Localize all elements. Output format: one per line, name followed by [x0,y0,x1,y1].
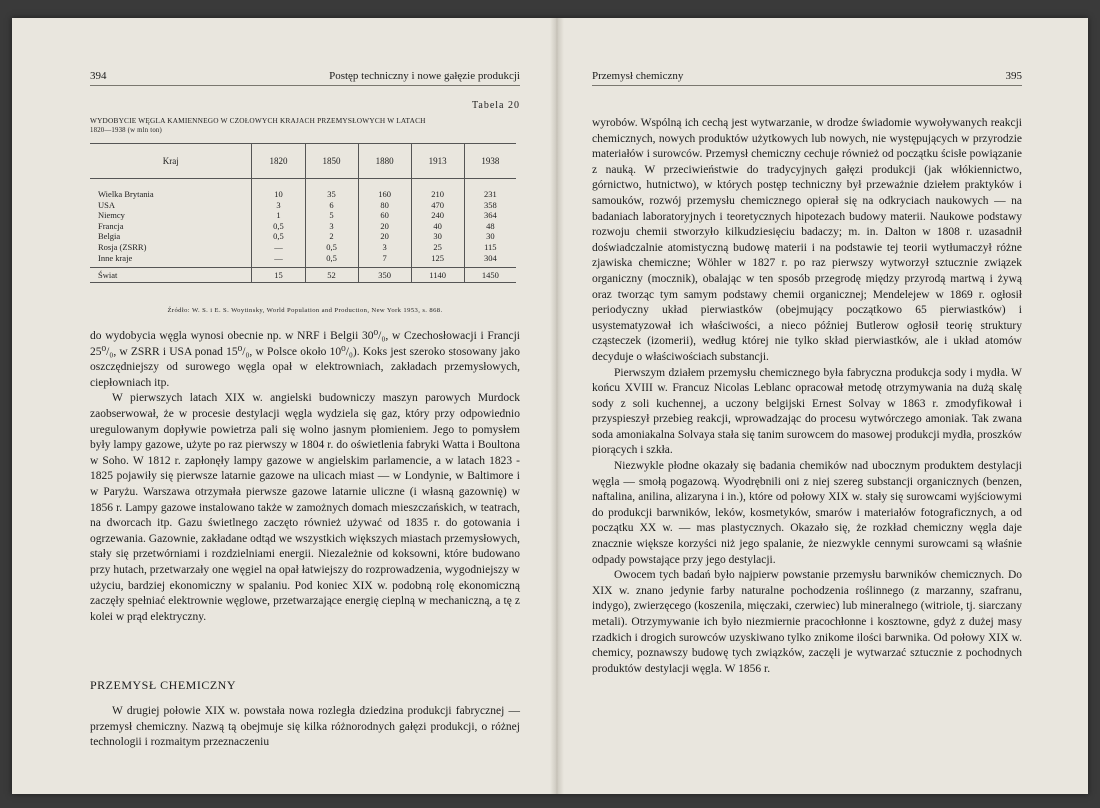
value-cell: 5 [305,210,358,221]
value-cell: 48 [464,221,516,232]
paragraph: wyrobów. Wspólną ich cechą jest wytwarzanie, w drodze świadomie wywoływanych reakcji chemicznych, nowych produktów użytkowych lub nowych, nie występujących w przyrodzie materiałów i surowców. Przemysł chemiczny cechuje również od początku ścisłe powiązanie z nauką. W przeciwieństwie do tradycyjnych gałęzi produkcji (jak włókiennictwo, górnictwo, hutnictwo), w których postęp techniczny był przeważnie dziełem praktyków i samouków, rozwój przemysłu chemicznego opierał się na odkryciach naukowych — na badaniach laboratoryjnych i teoretycznych hipotezach budowy materii. Naukowe podstawy rozwoju chemii stworzyło kilkudziesięciu badaczy; m. in. Dalton w 1808 r. uzasadnił doświadczalnie atomistyczną budowę materii i na podstawie tej teorii wytłumaczył różne zjawiska chemiczne; Wöhler w 1827 r. po raz pierwszy wytworzył sztucznie związek organiczny (mocznik), obalając w ten sposób przegrodę między przyrodą martwą i żywą oraz tworząc tym samym podstawy chemii organicznej; Mendelejew w 1869 r. ogłosił periodyczny układ pierwiastków (obejmujący początkowo 65 pierwiastków) i usystematyzował ich właściwości, a nieco później Butlerow ogłosił teorię struktury cząsteczek (izomerii), według której nie tylko skład pierwiastków, ale i układ atomów decyduje o właściwościach substancji. [592,117,1022,363]
left-text-top [90,329,520,625]
book-gutter [550,18,564,794]
book-spread [12,18,1088,794]
right-page-header [592,70,1022,84]
value-cell: 3 [305,221,358,232]
table-row [90,242,516,253]
value-cell: 231 [464,179,516,200]
table-total-row [90,268,516,283]
section-heading: PRZEMYSŁ CHEMICZNY [90,678,237,692]
total-label-cell: Świat [90,268,252,283]
paragraph: W pierwszych latach XIX w. angielski budowniczy maszyn parowych Murdock zaobserwował, że w procesie destylacji węgla wydziela się gaz, który przy odpowiednio uregulowanym dopływie powietrza pali się wolno jasnym płomieniem. Jego to pomysłem były lampy gazowe, użyte po raz pierwszy w 1804 r. do oświetlenia fabryki Watta i Boultona w Soho. W 1812 r. zapłonęły lampy gazowe w angielskim parlamencie, a w latach 1823 - 1825 pojawiły się pierwsze latarnie gazowe na ulicach miast — w Londynie, w Baltimore i w Paryżu. Warszawa otrzymała pierwsze gazowe latarnie uliczne (i własną gazownię) w 1856 r. Lampy gazowe instalowano także w zamożnych domach mieszczańskich, w teatrach, na dworcach itp. Gazu świetlnego zaczęto również używać od 1835 r. do gotowania i ogrzewania. Gazownie, zakładane odtąd we wszystkich większych miastach przemysłowych, stały się przetwórniami i rozdzielniami energii. Niezależnie od koksowni, które budowano przy hutach, przetwarzały one węgiel na opał łatwiejszy do rozprowadzenia, wygodniejszy w użyciu, bardziej ekonomiczny w spalaniu. Pod koniec XIX w. podobną rolę ekonomiczną zaczęły spełniać elektrownie węglowe, przetwarzające energię cieplną w mechaniczną, a tę z kolei w prąd elektryczny. [90,392,520,623]
table-source: Źródło: W. S. i E. S. Woytinsky, World Population and Production, New York 1953, s. 868. [167,307,443,314]
table-title-main: WYDOBYCIE WĘGLA KAMIENNEGO W CZOŁOWYCH KRAJACH PRZEMYSŁOWYCH W LATACH [90,116,426,125]
value-cell: 60 [358,210,411,221]
header-rule [90,85,520,86]
total-value-cell: 1140 [411,268,464,283]
country-cell: Rosja (ZSRR) [98,241,147,252]
paragraph: Pierwszym działem przemysłu chemicznego była fabryczna produkcja sody i mydła. W końcu XVIII w. Francuz Nicolas Leblanc opracował metodę otrzymywania na dużą skalę sody z soli kuchennej, a uczony belgijski Ernest Solvay w 1863 r. zmodyfikował i przyspieszył przebieg reakcji, wprowadzając do procesu wytwórczego amoniak. Tak zwana soda amoniakalna Solvaya stała się tanim surowcem do masowej produkcji mydła, proszków piorących i szkła. [592,366,1022,457]
country-cell: Inne kraje [98,252,133,263]
table-header: 1880 [358,144,411,179]
country-cell: Niemcy [98,210,125,221]
value-cell: 3 [252,200,305,211]
running-head: Przemysł chemiczny [592,70,684,82]
value-cell: 30 [464,231,516,242]
paragraph: do wydobycia węgla wynosi obecnie np. w NRF i Belgii 30⁰/₀, w Czechosłowacji i Francji 25⁰/₀, w ZSRR i USA ponad 15⁰/₀, w Polsce około 10⁰/₀). Koks jest szeroko stosowany jako oszczędniejszy od surowego węgla opał w elektrowniach, zakładach przemysłowych, ciepłowniach itp. [90,330,520,389]
table-row [90,221,516,232]
value-cell: 125 [411,253,464,264]
value-cell: 364 [464,210,516,221]
value-cell: — [252,242,305,253]
right-page [592,18,1022,794]
paragraph: Owocem tych badań było najpierw powstanie przemysłu barwników chemicznych. Do XIX w. znano jedynie farby naturalne pochodzenia roślinnego (z marzanny, szafranu, indygo), zwierzęcego (koszenila, mięczaki, czerwiec) lub mineralnego (witriole, tj. siarczany metali). Otrzymywanie ich było niezmiernie pracochłonne i kosztowne, gdyż z dużej masy rzadkich i drogich surowców uzyskiwano tylko znikome ilości barwnika. Od połowy XIX w. chemicy, poznawszy budowę tych związków, zaczęli je wytwarzać sztucznie z pochodnych produktów destylacji węgla. W 1856 r. [592,569,1022,675]
page-number: 394 [90,70,107,82]
value-cell: 0,5 [252,221,305,232]
table-body [90,179,516,283]
value-cell: 2 [305,231,358,242]
header-rule [592,85,1022,86]
value-cell: 10 [252,179,305,200]
value-cell: 210 [411,179,464,200]
table-title-sub: 1820—1938 (w mln ton) [90,127,162,134]
table-header: 1820 [252,144,305,179]
value-cell: 115 [464,242,516,253]
country-cell: Wielka Brytania [98,189,154,199]
table-row [90,179,516,200]
country-cell: Belgia [98,231,121,242]
country-cell: USA [98,199,116,210]
country-cell: Francja [98,220,124,231]
value-cell: 240 [411,210,464,221]
value-cell: 6 [305,200,358,211]
running-head: Postęp techniczny i nowe gałęzie produkcji [329,70,520,82]
table-row [90,231,516,242]
value-cell: 25 [411,242,464,253]
value-cell: 0,5 [252,231,305,242]
paragraph: W drugiej połowie XIX w. powstała nowa rozległa dziedzina produkcji fabrycznej — przemysł chemiczny. Nazwą tą obejmuje się kilka różnorodnych gałęzi produkcji, o różnej technologii i rozmaitym przeznaczeniu [90,705,520,749]
value-cell: 3 [358,242,411,253]
value-cell: 0,5 [305,253,358,264]
left-page [90,18,520,794]
total-value-cell: 15 [252,268,305,283]
table-label: Tabela 20 [471,100,520,111]
table-header: 1938 [464,144,516,179]
total-value-cell: 1450 [464,268,516,283]
value-cell: — [252,253,305,264]
value-cell: 7 [358,253,411,264]
coal-table [90,143,516,283]
paragraph: Niezwykle płodne okazały się badania chemików nad ubocznym produktem destylacji węgla — smołą pogazową. Wyodrębnili oni z niej szereg substancji organicznych (benzen, naftalina, anilina, alizaryna i in.), które od połowy XIX w. stały się surowcami wyjściowymi do produkcji barwników, leków, kosmetyków, smarów i materiałów fotograficznych, a od początku XX w. — mas plastycznych. Okazało się, że rozkład chemiczny węgla daje znacznie większe korzyści niż jego spalanie, że niezwykle cennymi surowcami są właśnie odpady powstające przy jego destylacji. [592,460,1022,566]
table-header: Kraj [90,144,252,179]
table-header: 1913 [411,144,464,179]
value-cell: 30 [411,231,464,242]
value-cell: 0,5 [305,242,358,253]
total-value-cell: 350 [358,268,411,283]
value-cell: 20 [358,221,411,232]
value-cell: 358 [464,200,516,211]
left-text-bottom [90,704,520,751]
table-header: 1850 [305,144,358,179]
table-header-row [90,144,516,179]
table-row [90,200,516,211]
value-cell: 160 [358,179,411,200]
page-number: 395 [1005,70,1022,82]
table-row [90,253,516,264]
table-title [90,116,520,136]
value-cell: 40 [411,221,464,232]
right-text [592,116,1022,677]
total-value-cell: 52 [305,268,358,283]
value-cell: 20 [358,231,411,242]
value-cell: 80 [358,200,411,211]
value-cell: 35 [305,179,358,200]
value-cell: 1 [252,210,305,221]
value-cell: 304 [464,253,516,264]
left-page-header [90,70,520,84]
value-cell: 470 [411,200,464,211]
table-row [90,210,516,221]
